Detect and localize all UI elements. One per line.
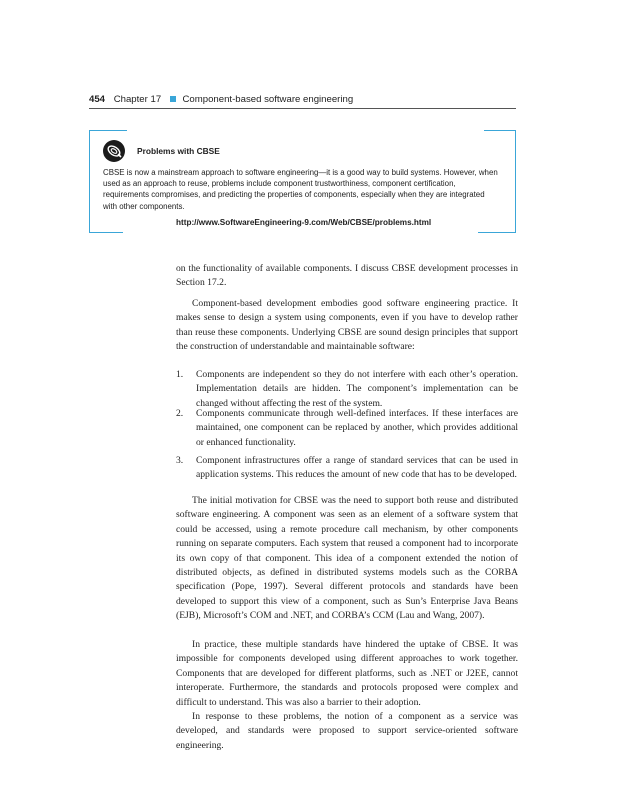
list-item-text: Component infrastructures offer a range of standard services that can be used in application systems. This reduces the amount of new code that has to be developed. — [196, 455, 518, 481]
box-top-right-v — [515, 130, 516, 233]
list-item-number: 2. — [176, 408, 184, 419]
list-item-text: Components communicate through well-defined interfaces. If these interfaces are maintained, one component can be replaced by another, which provides additional or enhanced functionality. — [196, 408, 518, 448]
paragraph-principles: Component-based development embodies good software engineering practice. It makes sense to design a system using components, even if you have to develop rather than reuse these components. Underlying CBSE are sound design principles that support the construction of understandable and maintainable software: — [176, 298, 518, 353]
box-title: Problems with CBSE — [137, 146, 220, 156]
page-number: 454 — [89, 94, 106, 105]
paragraph-continuation: on the functionality of available components. I discuss CBSE development processes in Section 17.2. — [176, 263, 518, 289]
list-item-number: 3. — [176, 455, 184, 466]
box-body: CBSE is now a mainstream approach to software engineering—it is a good way to build systems. However, when used as an approach to reuse, problems include component trustworthiness, component certification, requirements compromises, and predicting the properties of components, especially when they are integrated with other components. — [103, 168, 498, 211]
box-top-left-v — [89, 130, 90, 233]
header-square-icon — [170, 96, 176, 102]
list-item-text: Components are independent so they do not interfere with each other’s operation. Implementation details are hidden. The component’s implementation can be changed without affecting the rest of the system. — [196, 369, 518, 409]
paragraph-response: In response to these problems, the notion of a component as a service was developed, and standards were proposed to support service-oriented software engineering. — [176, 711, 518, 751]
header-rule — [89, 108, 516, 109]
chapter-label: Chapter 17 — [113, 94, 162, 105]
box-top-right-h — [484, 130, 516, 131]
list-item-number: 1. — [176, 369, 184, 380]
list-item — [176, 368, 518, 411]
box-url-link[interactable]: http://www.SoftwareEngineering-9.com/Web/CBSE/problems.html — [176, 218, 432, 227]
chapter-title: Component-based software engineering — [182, 94, 354, 105]
running-header — [89, 94, 515, 105]
web-resource-icon — [103, 140, 125, 162]
box-top-left-h — [89, 130, 127, 131]
box-bottom-right-h — [478, 232, 516, 233]
list-item — [176, 407, 518, 450]
list-item — [176, 454, 518, 483]
paragraph-practice: In practice, these multiple standards have hindered the uptake of CBSE. It was impossible for components developed using different approaches to work together. Components that are developed for different platforms, such as .NET or J2EE, cannot interoperate. Furthermore, the standards and protocols proposed were complex and difficult to understand. This was also a barrier to their adoption. — [176, 639, 518, 708]
box-bottom-left-h — [89, 232, 123, 233]
paragraph-motivation: The initial motivation for CBSE was the need to support both reuse and distributed software engineering. A component was seen as an element of a software system that could be accessed, using a remote procedure call mechanism, by other components running on separate computers. Each system that reused a component had to incorporate its own copy of that component. This idea of a component extended the notion of distributed objects, as defined in distributed systems models such as the CORBA specification (Pope, 1997). Several different protocols and standards have been developed to support this view of a component, such as Sun’s Enterprise Java Beans (EJB), Microsoft’s COM and .NET, and CORBA’s CCM (Lau and Wang, 2007). — [176, 495, 518, 622]
